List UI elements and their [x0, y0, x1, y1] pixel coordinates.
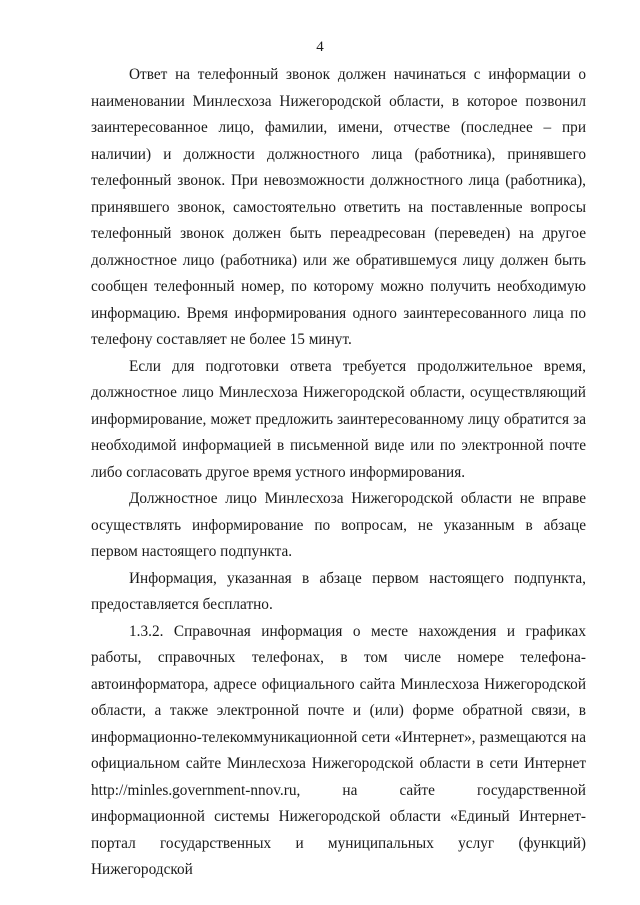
paragraph-phone-call-response: Ответ на телефонный звонок должен начинаться с информации о наименовании Минлесхоза Нижегородской области, в которое позвонил заинтересованное лицо, фамилии, имени, отчестве (последнее – при наличии) и должности должностного лица (работника), принявшего телефонный звонок. При невозможности должностного лица (работника), принявшего звонок, самостоятельно ответить на поставленные вопросы телефонный звонок должен быть переадресован (переведен) на другое должностное лицо (работника) или же обратившемуся лицу должен быть сообщен телефонный номер, по которому можно получить необходимую информацию. Время информирования одного заинтересованного лица по телефону составляет не более 15 минут.	[91, 66, 586, 348]
paragraph-free-of-charge: Информация, указанная в абзаце первом настоящего подпункта, предоставляется бесплатно.	[91, 569, 586, 613]
page-number: 4	[316, 39, 324, 55]
document-body	[91, 62, 586, 884]
paragraph-scope-limit: Должностное лицо Минлесхоза Нижегородской области не вправе осуществлять информирование по вопросам, не указанным в абзаце первом настоящего подпункта.	[91, 490, 586, 560]
paragraph-long-preparation: Если для подготовки ответа требуется продолжительное время, должностное лицо Минлесхоза Нижегородской области, осуществляющий информирование, может предложить заинтересованному лицу обратится за необходимой информацией в письменной виде или по электронной почте либо согласовать другое время устного информирования.	[91, 357, 586, 481]
paragraph-1-3-2-reference-info: 1.3.2. Справочная информация о месте нахождения и графиках работы, справочных телефонах, в том числе номере телефона-автоинформатора, адресе официального сайта Минлесхоза Нижегородской области, а также электронной почте и (или) форме обратной связи, в информационно-телекоммуникационной сети «Интернет», размещаются на официальном сайте Минлесхоза Нижегородской области в сети Интернет http://minles.government-nnov.ru, на сайте государственной информационной системы Нижегородской области «Единый Интернет-портал государственных и муниципальных услуг (функций) Нижегородской	[91, 622, 586, 878]
